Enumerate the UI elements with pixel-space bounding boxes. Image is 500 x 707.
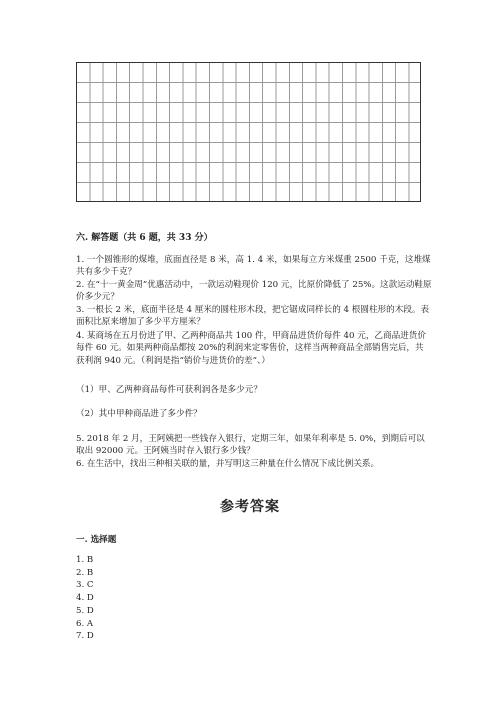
question-4: 4. 某商场在五月份进了甲、乙两种商品共 100 件，甲商品进货价每件 40 元，乙商品进货价每件 60 元。如果两种商品都按 20%的利润来定零售价，这样当两种商品全部销售完后，共获利润 940 元。（利润是指“销价与进货价的差”、）: [76, 331, 426, 366]
question-1: 1. 一个圆锥形的煤堆，底面直径是 8 米，高 1. 4 米，如果每立方米煤重 2500 千克，这堆煤共有多少千克？: [76, 255, 431, 278]
question-3: 3. 一根长 2 米，底面半径是 4 厘米的圆柱形木段，把它锯成同样长的 4 根圆柱形的木段。表面积比原来增加了多少平方厘米？: [76, 305, 430, 328]
sub-question-2: （2）其中甲种商品进了多少件？: [76, 409, 202, 419]
answer-item: 4. D: [76, 593, 94, 604]
answers-title: 参考答案: [220, 499, 280, 515]
writing-grid: [76, 62, 421, 202]
answer-item: 5. D: [76, 605, 94, 616]
question-6: 6. 在生活中，找出三种相关联的量，并写明这三种量在什么情况下成比例关系。: [76, 459, 380, 469]
sub-question-1: （1）甲、乙两种商品每件可获利润各是多少元？: [76, 385, 262, 395]
question-2: 2. 在“十一黄金周”优惠活动中，一款运动鞋现价 120 元，比原价降低了 25%。这款运动鞋原价多少元？: [76, 280, 432, 303]
answer-list: [76, 554, 94, 643]
answer-item: 1. B: [76, 555, 94, 565]
answers-section-one-label: 一. 选择题: [76, 535, 117, 545]
question-5: 5. 2018 年 2 月，王阿姨把一些钱存入银行，定期三年，如果年利率是 5. 0%，到期后可以取出 92000 元。王阿姨当时存入银行多少钱？: [76, 434, 425, 457]
answer-item: 6. A: [76, 618, 94, 629]
answer-item: 3. C: [76, 580, 94, 591]
answer-item: 7. D: [76, 631, 94, 642]
section-six-heading: 六. 解答题（共 6 题，共 33 分）: [76, 233, 213, 243]
answer-item: 2. B: [76, 567, 94, 578]
